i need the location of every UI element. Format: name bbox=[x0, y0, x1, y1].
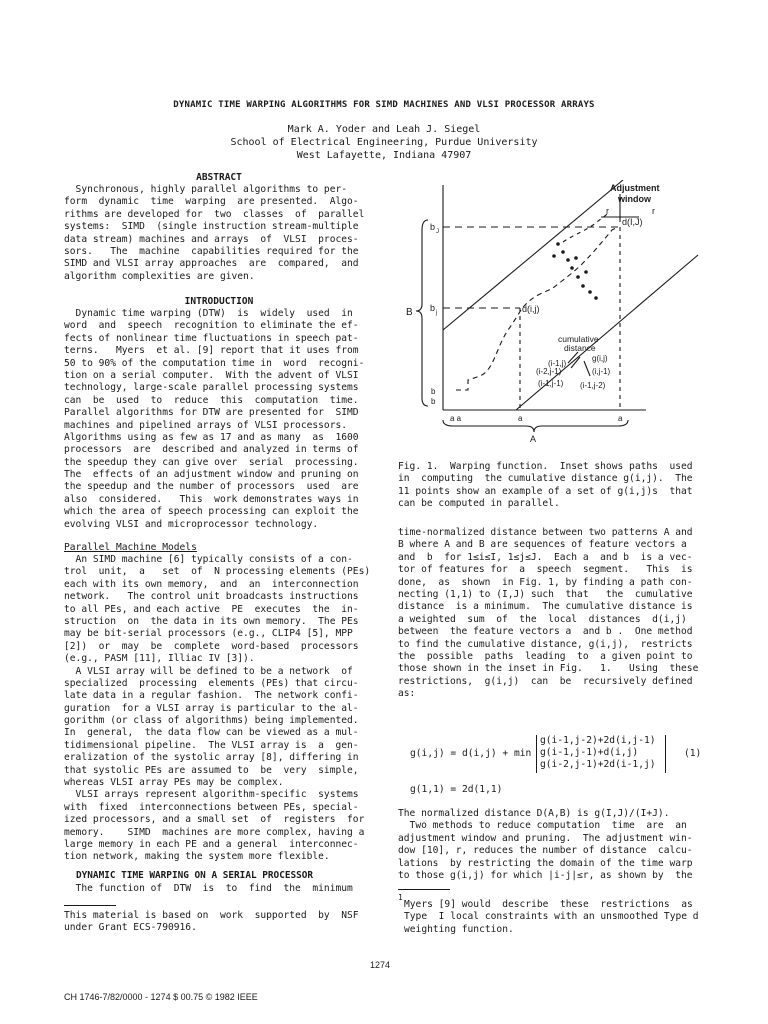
right-column-line: restrictions, g(i,j) can be recursively defined bbox=[398, 675, 693, 687]
right-column-line: Two methods to reduce computation time are an bbox=[398, 820, 687, 832]
right-column-line: The normalized distance D(A,B) is g(I,J)/(I+J). bbox=[398, 808, 670, 819]
right-column-line: distance is a minimum. The cumulative distance is bbox=[398, 601, 693, 613]
parallel-models-line: gorithm (or class of algorithms) being implemented. bbox=[64, 715, 359, 727]
right-column-line: B where A and B are sequences of feature vectors a bbox=[398, 539, 687, 551]
introduction-line: Dynamic time warping (DTW) is widely used in bbox=[64, 308, 353, 319]
serial-section-line: The function of DTW is to find the minimum bbox=[64, 883, 353, 894]
caption-line: in computing the cumulative distance g(i,j). The bbox=[398, 473, 693, 485]
authors: Mark A. Yoder and Leah J. Siegel bbox=[287, 124, 481, 135]
introduction-line: fects of nonlinear time fluctuations in speech pat- bbox=[64, 332, 359, 344]
introduction-line: The effects of an adjustment window and pruning on bbox=[64, 469, 359, 481]
label-ai: a bbox=[518, 414, 523, 423]
parallel-models-line: trol unit, a set of N processing elements (PEs) bbox=[64, 566, 371, 578]
parallel-models-line: that systolic PEs are assumed to be very simple, bbox=[64, 764, 359, 776]
label-aI: a bbox=[618, 414, 623, 423]
label-bJ: b bbox=[430, 222, 436, 232]
parallel-models-line: tion network, making the system more flexible. bbox=[64, 851, 330, 863]
footnote-rule-left bbox=[64, 905, 116, 906]
abstract-line: rithms are developed for two classes of parallel bbox=[64, 208, 365, 220]
right-column-line: and b for 1≤i≤I, 1≤j≤J. Each a and b is a vec- bbox=[398, 551, 693, 563]
introduction-line: 50 to 90% of the computation time in word recogni- bbox=[64, 357, 365, 369]
footnote-left-line: This material is based on work supported by NSF bbox=[64, 910, 359, 921]
label-p4: (i-1,j-1) bbox=[538, 379, 564, 388]
label-adjustment: Adjustment bbox=[610, 183, 660, 193]
parallel-models-line: specialized processing elements (PEs) that circu- bbox=[64, 677, 359, 689]
parallel-models-line: network. The control unit broadcasts instructions bbox=[64, 591, 359, 603]
warping-function-figure bbox=[398, 180, 708, 450]
parallel-models-line: each with its own memory, and an interconnection bbox=[64, 578, 359, 590]
label-r2: r bbox=[652, 206, 655, 216]
label-bJ-sub: J bbox=[436, 229, 439, 235]
footnote-left-line: under Grant ECS-790916. bbox=[64, 922, 197, 934]
introduction-line: can be used to reduce this computation time. bbox=[64, 394, 359, 406]
right-column-line: time-normalized distance between two patterns A and bbox=[398, 527, 693, 538]
introduction-line: terns. Myers et al. [9] report that it uses from bbox=[64, 345, 359, 357]
page-number: 1274 bbox=[370, 960, 391, 970]
introduction-line: Parallel algorithms for DTW are presented for SIMD bbox=[64, 407, 359, 419]
abstract-line: SIMD and VLSI array approaches are compared, and bbox=[64, 258, 359, 270]
equation-1 bbox=[398, 735, 708, 775]
right-column-text-b bbox=[398, 808, 693, 882]
footnote-left bbox=[64, 910, 359, 935]
brace-A bbox=[443, 420, 628, 432]
label-cumulative: cumulative bbox=[558, 334, 599, 344]
parallel-models-line: with fixed interconnections between PEs, special- bbox=[64, 801, 359, 813]
introduction-line: word and speech recognition to eliminate the ef- bbox=[64, 320, 359, 332]
introduction-line: processors are described and analyzed in terms of bbox=[64, 444, 359, 456]
abstract-body bbox=[64, 184, 364, 283]
parallel-models-line: may be bit-serial processors (e.g., CLIP4 [5], MPP bbox=[64, 628, 353, 640]
brace-B bbox=[416, 220, 428, 406]
parallel-models-line: whereas VLSI array PEs may be complex. bbox=[64, 777, 284, 789]
footnote-right-line: weighting function. bbox=[404, 923, 514, 935]
right-column-line: to find the cumulative distance, g(i,j), restricts bbox=[398, 638, 693, 650]
right-column-line: a weighted sum of the local distances d(i,j) bbox=[398, 613, 687, 625]
introduction-line: Algorithms using as few as 17 and as many as 1600 bbox=[64, 431, 359, 443]
footnote-marker: 1 bbox=[398, 893, 403, 902]
parallel-models-line: late data in a regular fashion. The network confi- bbox=[64, 690, 359, 702]
label-bj-sub: j bbox=[436, 310, 438, 316]
introduction-line: technology, large-scale parallel processing systems bbox=[64, 382, 359, 394]
right-column-line: done, as shown in Fig. 1, by finding a path con- bbox=[398, 576, 693, 588]
label-gij: g(i,j) bbox=[592, 354, 608, 363]
parallel-models-heading: Parallel Machine Models bbox=[64, 542, 197, 553]
inset-arrow-3 bbox=[584, 361, 590, 376]
right-column-text-a bbox=[398, 527, 698, 700]
right-column-line: necting (1,1) to (I,J) such that the cumulative bbox=[398, 588, 693, 600]
introduction-line: which the area of speech processing can exploit the bbox=[64, 506, 359, 518]
abstract-line: form dynamic time warping are presented. Algo- bbox=[64, 196, 359, 208]
author-block bbox=[60, 123, 708, 162]
abstract-line: Synchronous, highly parallel algorithms to per- bbox=[64, 184, 348, 195]
right-column-line: between the feature vectors a and b . One method bbox=[398, 626, 693, 638]
affiliation: School of Electrical Engineering, Purdue University bbox=[230, 137, 538, 148]
introduction-line: evolving VLSI and microprocessor technology. bbox=[64, 518, 319, 530]
parallel-models-line: large memory in each PE and a general interconnec- bbox=[64, 838, 359, 850]
right-column-line: to those g(i,j) for which |i-j|≤r, as shown by the bbox=[398, 869, 693, 881]
label-window: window bbox=[618, 194, 651, 204]
copyright-line: CH 1746-7/82/0000 - 1274 $ 00.75 © 1982 IEEE bbox=[64, 992, 258, 1002]
label-p3: (i,j-1) bbox=[592, 367, 611, 376]
right-column-line: adjustment window and pruning. The adjustment win- bbox=[398, 832, 693, 844]
paper-title: DYNAMIC TIME WARPING ALGORITHMS FOR SIMD MACHINES AND VLSI PROCESSOR ARRAYS bbox=[173, 100, 595, 110]
introduction-line: tion on a serial computer. With the advent of VLSI bbox=[64, 369, 359, 381]
introduction-line: machines and pipelined arrays of VLSI processors. bbox=[64, 419, 348, 431]
parallel-models-line: [2]) or may be complete word-based processors bbox=[64, 640, 359, 652]
parallel-models-line: guration for a VLSI array is particular to the al- bbox=[64, 702, 359, 714]
eq1-term-3: g(i-2,j-1)+2d(i-1,j) bbox=[540, 759, 656, 770]
introduction-line: the speedup they can give over serial processing. bbox=[64, 456, 359, 468]
label-bj: b bbox=[430, 303, 436, 313]
label-distance: distance bbox=[564, 343, 596, 353]
caption-line: can be computed in parallel. bbox=[398, 498, 560, 510]
abstract-line: algorithm complexities are given. bbox=[64, 270, 255, 282]
parallel-models-line: ized processors, and a small set of registers for bbox=[64, 814, 365, 826]
parallel-models-line: memory. SIMD machines are more complex, having a bbox=[64, 826, 365, 838]
caption-line: 11 points show an example of a set of g(i,j)s that bbox=[398, 485, 693, 497]
parallel-models-line: VLSI arrays represent algorithm-specific systems bbox=[64, 789, 359, 801]
figure-caption bbox=[398, 461, 693, 511]
footnote-right-line: Type I local constraints with an unsmoothed Type d bbox=[404, 911, 699, 923]
right-column-line: dow [10], r, reduces the number of distance calcu- bbox=[398, 845, 693, 857]
address: West Lafayette, Indiana 47907 bbox=[296, 150, 472, 161]
introduction-line: also considered. This work demonstrates ways in bbox=[64, 493, 359, 505]
label-b1: b bbox=[431, 397, 436, 406]
eq1-term-1: g(i-1,j-2)+2d(i,j-1) bbox=[540, 735, 656, 746]
parallel-models-body bbox=[64, 554, 370, 864]
right-column-line: the possible paths leading to a given point to bbox=[398, 650, 693, 662]
footnote-right bbox=[404, 899, 699, 936]
abstract-heading: ABSTRACT bbox=[196, 172, 242, 183]
label-p2: (i-2,j-1) bbox=[536, 367, 562, 376]
label-r1: r bbox=[606, 206, 609, 216]
abstract-line: systems: SIMD (single instruction stream-multiple bbox=[64, 221, 359, 233]
right-column-line: tor of features for a speech segment. This is bbox=[398, 564, 693, 576]
parallel-models-line: struction on the data in its own memory. The PEs bbox=[64, 615, 359, 627]
label-dij: d(i,j) bbox=[522, 304, 540, 314]
label-dIJ: d(I,J) bbox=[622, 217, 643, 227]
abstract-line: sors. The machine capabilities required for the bbox=[64, 245, 359, 257]
label-b2: b bbox=[431, 387, 436, 396]
label-a1a2: a a bbox=[450, 414, 462, 423]
eq1-lhs: g(i,j) = d(i,j) + min bbox=[410, 748, 532, 759]
footnote-rule-right bbox=[398, 889, 450, 890]
label-A: A bbox=[530, 434, 537, 444]
caption-line: Fig. 1. Warping function. Inset shows paths used bbox=[398, 461, 693, 472]
parallel-models-line: (e.g., PASM [11], Illiac IV [3]). bbox=[64, 653, 255, 665]
eq1-term-2: g(i-1,j-1)+d(i,j) bbox=[540, 747, 639, 758]
right-column-line: as: bbox=[398, 688, 416, 700]
label-B: B bbox=[406, 307, 413, 318]
abstract-line: data stream) machines and arrays of VLSI proces- bbox=[64, 233, 359, 245]
eq1-number: (1) bbox=[684, 748, 702, 759]
right-column-line: those shown in the inset in Fig. 1. Using these bbox=[398, 663, 699, 675]
right-column-line: lations by restricting the domain of the time warp bbox=[398, 857, 693, 869]
footnote-right-line: Myers [9] would describe these restrictions as bbox=[404, 899, 693, 910]
parallel-models-line: An SIMD machine [6] typically consists of a con- bbox=[64, 554, 353, 565]
parallel-models-line: A VLSI array will be defined to be a network of bbox=[64, 665, 353, 677]
parallel-models-line: eralization of the systolic array [8], differing in bbox=[64, 752, 359, 764]
introduction-line: the speedup and the number of processors used are bbox=[64, 481, 359, 493]
equation-2: g(1,1) = 2d(1,1) bbox=[410, 784, 503, 795]
label-p1: (i-1,j) bbox=[548, 359, 567, 368]
introduction-body bbox=[64, 308, 364, 531]
parallel-models-line: tidimensional pipeline. The VLSI array is a gen- bbox=[64, 739, 359, 751]
parallel-models-line: In general, the data flow can be viewed as a mul- bbox=[64, 727, 359, 739]
label-p5: (i-1,j-2) bbox=[580, 381, 606, 390]
serial-section-heading: DYNAMIC TIME WARPING ON A SERIAL PROCESSOR bbox=[76, 870, 314, 881]
introduction-heading: INTRODUCTION bbox=[184, 296, 254, 307]
parallel-models-line: to all PEs, and each active PE executes the in- bbox=[64, 603, 359, 615]
